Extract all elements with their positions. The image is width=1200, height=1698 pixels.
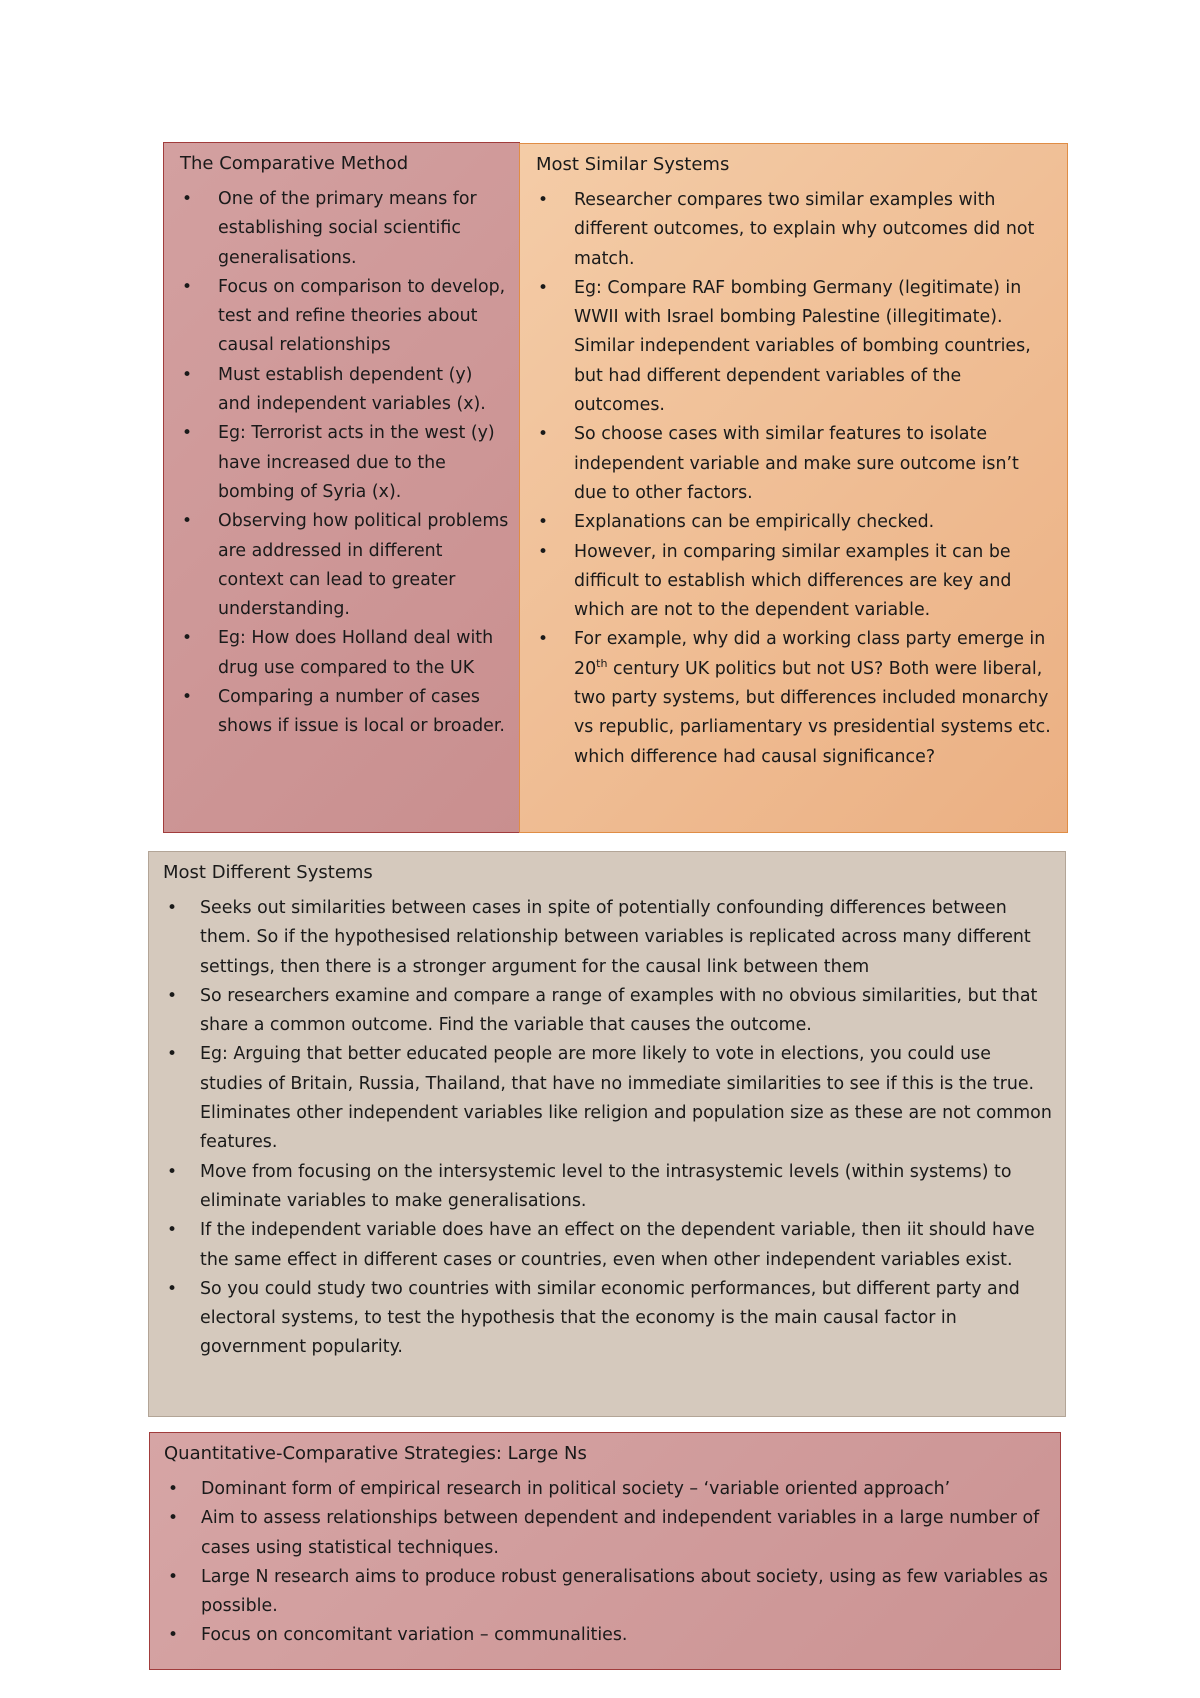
quantitative-strategies-list (160, 1475, 1050, 1651)
list-item-text: century UK politics but not US? Both were liberal, two party systems, but differences included monarchy vs republic, parliamentary vs presidential systems etc. which difference had causal significance? (574, 658, 1051, 767)
comparative-method-list (174, 185, 509, 742)
list-item: • Must establish dependent (y) and independent variables (x). (174, 361, 509, 420)
list-item: • Eg: How does Holland deal with drug use compared to the UK (174, 624, 509, 683)
list-item: • Eg: Compare RAF bombing Germany (legitimate) in WWII with Israel bombing Palestine (illegitimate). Similar independent variables of bombing countries, but had different dependent variables of the outcomes. (530, 274, 1057, 420)
most-different-systems-box (148, 851, 1066, 1417)
list-item: • Dominant form of empirical research in political society – ‘variable oriented approach’ (160, 1475, 1050, 1504)
list-item: • So choose cases with similar features to isolate independent variable and make sure outcome isn’t due to other factors. (530, 420, 1057, 508)
list-item: • Observing how political problems are addressed in different context can lead to greater understanding. (174, 507, 509, 624)
most-similar-systems-list (530, 186, 1057, 772)
list-item: • One of the primary means for establishing social scientific generalisations. (174, 185, 509, 273)
list-item: • Eg: Arguing that better educated people are more likely to vote in elections, you could use studies of Britain, Russia, Thailand, that have no immediate similarities to see if this is the true. Eliminates other independent variables like religion and population size as these are not common features. (159, 1040, 1055, 1157)
list-item: • Explanations can be empirically checked. (530, 508, 1057, 537)
list-item: • Focus on concomitant variation – communalities. (160, 1621, 1050, 1650)
quantitative-strategies-title: Quantitative-Comparative Strategies: Large Ns (164, 1443, 587, 1464)
list-item-text: For example, why did a working class party emerge in 20 (574, 629, 1046, 679)
comparative-method-box (163, 142, 520, 833)
list-item: • Move from focusing on the intersystemic level to the intrasystemic levels (within systems) to eliminate variables to make generalisations. (159, 1158, 1055, 1217)
list-item: • Comparing a number of cases shows if issue is local or broader. (174, 683, 509, 742)
list-item: • Large N research aims to produce robust generalisations about society, using as few variables as possible. (160, 1563, 1050, 1622)
quantitative-strategies-box (149, 1432, 1061, 1670)
comparative-method-title: The Comparative Method (180, 153, 409, 174)
list-item: • If the independent variable does have an effect on the dependent variable, then iit should have the same effect in different cases or countries, even when other independent variables exist. (159, 1216, 1055, 1275)
list-item: • Seeks out similarities between cases in spite of potentially confounding differences between them. So if the hypothesised relationship between variables is replicated across many different settings, then there is a stronger argument for the causal link between them (159, 894, 1055, 982)
most-similar-systems-title: Most Similar Systems (536, 154, 730, 175)
superscript: th (596, 656, 608, 670)
list-item: • Researcher compares two similar examples with different outcomes, to explain why outcomes did not match. (530, 186, 1057, 274)
list-item: • However, in comparing similar examples it can be difficult to establish which differences are key and which are not to the dependent variable. (530, 538, 1057, 626)
list-item (530, 625, 1057, 771)
most-similar-systems-box (519, 143, 1068, 833)
list-item: • Focus on comparison to develop, test and refine theories about causal relationships (174, 273, 509, 361)
list-item: • Eg: Terrorist acts in the west (y) have increased due to the bombing of Syria (x). (174, 419, 509, 507)
list-item: • So you could study two countries with similar economic performances, but different party and electoral systems, to test the hypothesis that the economy is the main causal factor in government popularity. (159, 1275, 1055, 1363)
list-item: • So researchers examine and compare a range of examples with no obvious similarities, but that share a common outcome. Find the variable that causes the outcome. (159, 982, 1055, 1041)
list-item: • Aim to assess relationships between dependent and independent variables in a large number of cases using statistical techniques. (160, 1504, 1050, 1563)
most-different-systems-title: Most Different Systems (163, 862, 373, 883)
most-different-systems-list (159, 894, 1055, 1363)
